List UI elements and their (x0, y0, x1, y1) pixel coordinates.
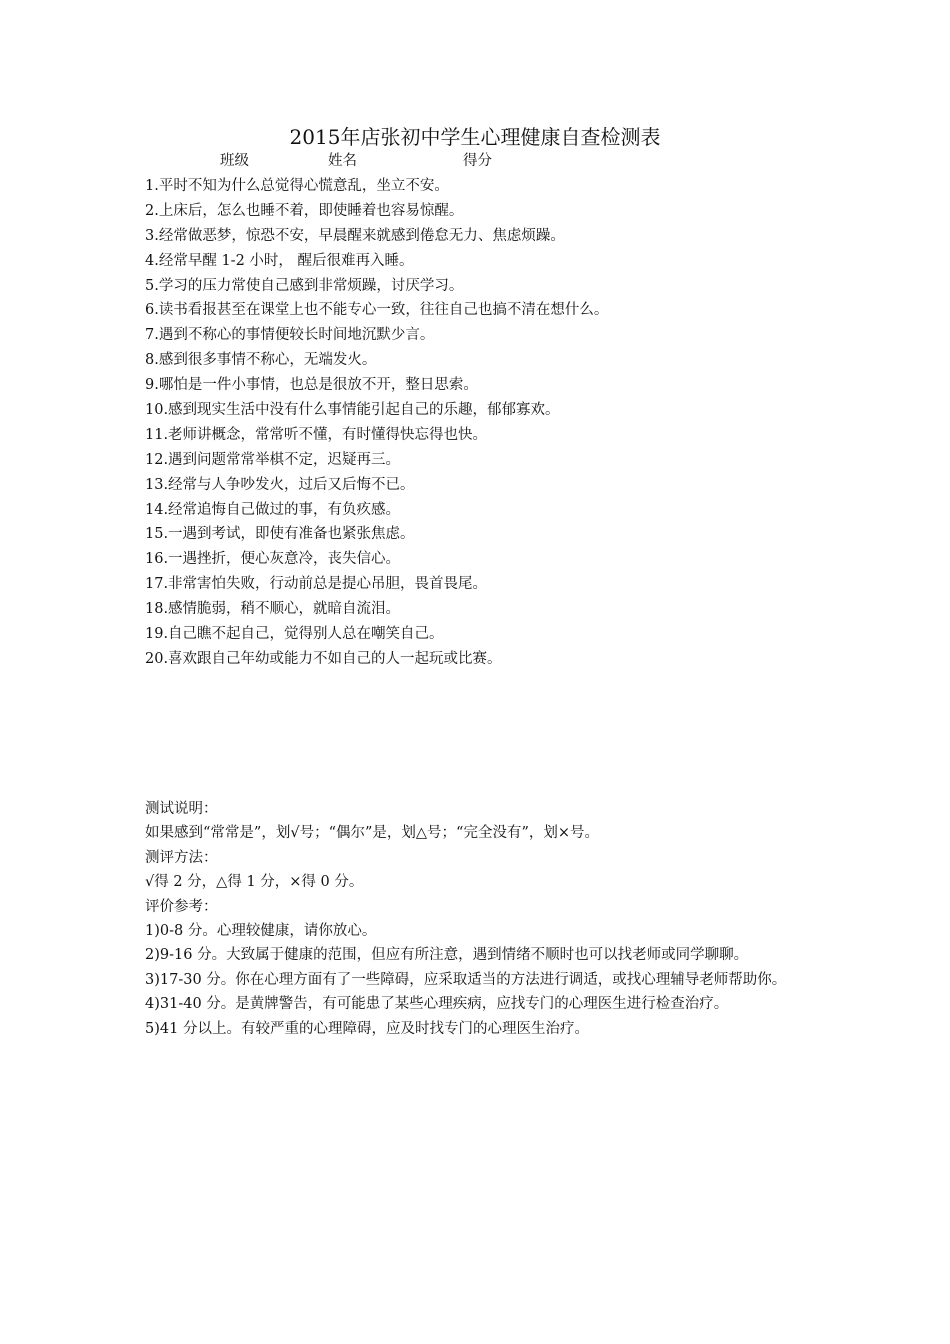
question-item: 13.经常与人争吵发火，过后又后悔不已。 (145, 476, 415, 493)
question-item: 1.平时不知为什么总觉得心慌意乱，坐立不安。 (145, 178, 449, 194)
question-item: 9.哪怕是一件小事情，也总是很放不开，整日思索。 (145, 377, 478, 394)
question-item: 4.经常早醒 1-2 小时， 醒后很难再入睡。 (145, 252, 414, 269)
name-label: 姓名 (328, 153, 357, 169)
reference-item: 4)31-40 分。是黄牌警告，有可能患了某些心理疾病，应找专门的心理医生进行检查治疗。 (145, 996, 729, 1013)
reference-item: 3)17-30 分。你在心理方面有了一些障碍，应采取适当的方法进行调适，或找心理辅导老师帮助你。 (145, 971, 787, 988)
reference-heading: 评价参考： (145, 898, 218, 915)
method-text: √得 2 分，△得 1 分，×得 0 分。 (145, 874, 364, 891)
score-label: 得分 (463, 153, 492, 169)
instructions-heading: 测试说明： (145, 801, 218, 817)
question-item: 6.读书看报甚至在课堂上也不能专心一致，往往自己也搞不清在想什么。 (145, 302, 609, 319)
question-item: 14.经常追悔自己做过的事，有负疚感。 (145, 501, 401, 518)
reference-item: 2)9-16 分。大致属于健康的范围，但应有所注意，遇到情绪不顺时也可以找老师或同学聊聊。 (145, 947, 749, 964)
question-item: 10.感到现实生活中没有什么事情能引起自己的乐趣，郁郁寡欢。 (145, 402, 560, 419)
question-item: 11.老师讲概念，常常听不懂，有时懂得快忘得也快。 (145, 426, 488, 443)
question-item: 19.自己瞧不起自己，觉得别人总在嘲笑自己。 (145, 626, 444, 643)
student-info-row (0, 150, 950, 172)
question-list (145, 174, 825, 672)
question-item: 15.一遇到考试，即使有准备也紧张焦虑。 (145, 526, 415, 543)
question-item: 12.遇到问题常常举棋不定，迟疑再三。 (145, 451, 401, 468)
reference-item: 5)41 分以上。有较严重的心理障碍，应及时找专门的心理医生治疗。 (145, 1020, 589, 1037)
question-item: 7.遇到不称心的事情便较长时间地沉默少言。 (145, 327, 435, 344)
reference-item: 1)0-8 分。心理较健康，请你放心。 (145, 923, 377, 940)
question-item: 20.喜欢跟自己年幼或能力不如自己的人一起玩或比赛。 (145, 650, 502, 667)
instructions-text: 如果感到“常常是”，划√号；“偶尔”是，划△号；“完全没有”，划×号。 (145, 825, 600, 842)
question-item: 2.上床后，怎么也睡不着，即使睡着也容易惊醒。 (145, 202, 464, 219)
method-heading: 测评方法： (145, 849, 218, 866)
question-item: 16.一遇挫折，便心灰意冷，丧失信心。 (145, 551, 401, 568)
class-label: 班级 (220, 153, 249, 169)
question-item: 3.经常做恶梦，惊恐不安，早晨醒来就感到倦怠无力、焦虑烦躁。 (145, 227, 565, 244)
question-item: 5.学习的压力常使自己感到非常烦躁，讨厌学习。 (145, 277, 464, 294)
question-item: 8.感到很多事情不称心，无端发火。 (145, 352, 377, 369)
question-item: 17.非常害怕失败，行动前总是提心吊胆，畏首畏尾。 (145, 576, 488, 593)
document-title: 2015年店张初中学生心理健康自查检测表 (289, 125, 661, 149)
question-item: 18.感情脆弱，稍不顺心，就暗自流泪。 (145, 601, 401, 618)
notes-section (145, 797, 815, 1041)
